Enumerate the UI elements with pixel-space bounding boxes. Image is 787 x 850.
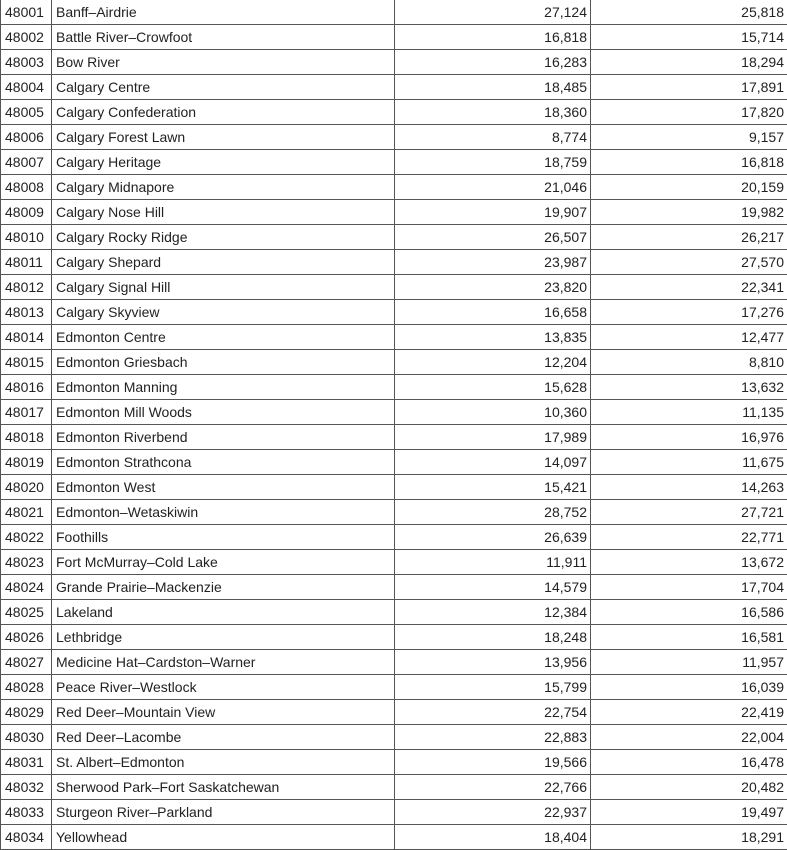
value-a-cell: 15,421 [395,475,591,500]
value-b-cell: 11,957 [591,650,787,675]
value-a-cell: 16,818 [395,25,591,50]
value-a-cell: 23,820 [395,275,591,300]
riding-name-cell: Calgary Heritage [52,150,395,175]
value-b-cell: 22,771 [591,525,787,550]
table-row [1,825,787,850]
value-a-cell: 12,384 [395,600,591,625]
value-b-cell: 16,586 [591,600,787,625]
value-a-cell: 13,956 [395,650,591,675]
value-b-cell: 13,632 [591,375,787,400]
value-a-cell: 18,248 [395,625,591,650]
table-row [1,250,787,275]
riding-code-cell: 48006 [1,125,52,150]
riding-code-cell: 48002 [1,25,52,50]
value-b-cell: 18,291 [591,825,787,850]
table-row [1,0,787,25]
table-row [1,100,787,125]
riding-code-cell: 48001 [1,0,52,25]
riding-code-cell: 48026 [1,625,52,650]
riding-name-cell: Foothills [52,525,395,550]
value-b-cell: 20,482 [591,775,787,800]
riding-name-cell: Edmonton–Wetaskiwin [52,500,395,525]
riding-name-cell: Medicine Hat–Cardston–Warner [52,650,395,675]
riding-code-cell: 48034 [1,825,52,850]
value-b-cell: 19,497 [591,800,787,825]
table-row [1,300,787,325]
value-b-cell: 14,263 [591,475,787,500]
value-a-cell: 18,404 [395,825,591,850]
value-a-cell: 12,204 [395,350,591,375]
table-row [1,750,787,775]
riding-code-cell: 48008 [1,175,52,200]
riding-name-cell: Battle River–Crowfoot [52,25,395,50]
value-b-cell: 15,714 [591,25,787,50]
riding-name-cell: Edmonton Riverbend [52,425,395,450]
value-b-cell: 22,419 [591,700,787,725]
table-row [1,700,787,725]
riding-name-cell: Calgary Forest Lawn [52,125,395,150]
riding-name-cell: St. Albert–Edmonton [52,750,395,775]
riding-name-cell: Banff–Airdrie [52,0,395,25]
table-row [1,775,787,800]
riding-name-cell: Calgary Midnapore [52,175,395,200]
value-a-cell: 8,774 [395,125,591,150]
riding-code-cell: 48032 [1,775,52,800]
riding-name-cell: Fort McMurray–Cold Lake [52,550,395,575]
value-a-cell: 19,566 [395,750,591,775]
table-row [1,675,787,700]
riding-code-cell: 48031 [1,750,52,775]
riding-name-cell: Red Deer–Mountain View [52,700,395,725]
table-row [1,800,787,825]
riding-code-cell: 48019 [1,450,52,475]
table-row [1,175,787,200]
riding-code-cell: 48004 [1,75,52,100]
value-a-cell: 27,124 [395,0,591,25]
value-b-cell: 16,581 [591,625,787,650]
table-row [1,475,787,500]
riding-code-cell: 48005 [1,100,52,125]
ridings-table-body [1,0,787,850]
riding-name-cell: Calgary Nose Hill [52,200,395,225]
riding-code-cell: 48013 [1,300,52,325]
value-b-cell: 16,976 [591,425,787,450]
riding-code-cell: 48021 [1,500,52,525]
riding-code-cell: 48011 [1,250,52,275]
riding-name-cell: Red Deer–Lacombe [52,725,395,750]
riding-name-cell: Edmonton Mill Woods [52,400,395,425]
table-row [1,525,787,550]
value-b-cell: 16,039 [591,675,787,700]
value-a-cell: 18,360 [395,100,591,125]
table-row [1,550,787,575]
value-b-cell: 18,294 [591,50,787,75]
riding-code-cell: 48016 [1,375,52,400]
riding-code-cell: 48030 [1,725,52,750]
table-row [1,25,787,50]
riding-code-cell: 48029 [1,700,52,725]
table-row [1,125,787,150]
table-row [1,450,787,475]
riding-name-cell: Lakeland [52,600,395,625]
table-row [1,500,787,525]
riding-name-cell: Grande Prairie–Mackenzie [52,575,395,600]
riding-code-cell: 48015 [1,350,52,375]
riding-name-cell: Calgary Centre [52,75,395,100]
riding-code-cell: 48025 [1,600,52,625]
value-b-cell: 9,157 [591,125,787,150]
value-b-cell: 22,341 [591,275,787,300]
riding-name-cell: Calgary Signal Hill [52,275,395,300]
riding-name-cell: Calgary Shepard [52,250,395,275]
value-b-cell: 17,704 [591,575,787,600]
riding-code-cell: 48003 [1,50,52,75]
value-a-cell: 18,485 [395,75,591,100]
riding-code-cell: 48033 [1,800,52,825]
riding-name-cell: Calgary Skyview [52,300,395,325]
riding-code-cell: 48027 [1,650,52,675]
riding-name-cell: Peace River–Westlock [52,675,395,700]
value-a-cell: 21,046 [395,175,591,200]
value-a-cell: 26,639 [395,525,591,550]
value-a-cell: 16,283 [395,50,591,75]
riding-code-cell: 48022 [1,525,52,550]
value-b-cell: 25,818 [591,0,787,25]
riding-code-cell: 48024 [1,575,52,600]
value-a-cell: 15,628 [395,375,591,400]
value-b-cell: 11,135 [591,400,787,425]
value-a-cell: 26,507 [395,225,591,250]
riding-name-cell: Edmonton Centre [52,325,395,350]
value-b-cell: 17,820 [591,100,787,125]
riding-code-cell: 48014 [1,325,52,350]
value-a-cell: 22,754 [395,700,591,725]
table-row [1,375,787,400]
value-b-cell: 20,159 [591,175,787,200]
riding-name-cell: Lethbridge [52,625,395,650]
value-b-cell: 16,818 [591,150,787,175]
riding-name-cell: Sturgeon River–Parkland [52,800,395,825]
value-a-cell: 18,759 [395,150,591,175]
table-row [1,75,787,100]
riding-name-cell: Edmonton West [52,475,395,500]
value-b-cell: 11,675 [591,450,787,475]
value-a-cell: 22,766 [395,775,591,800]
value-b-cell: 16,478 [591,750,787,775]
riding-code-cell: 48009 [1,200,52,225]
table-row [1,600,787,625]
value-b-cell: 27,570 [591,250,787,275]
value-a-cell: 17,989 [395,425,591,450]
table-row [1,325,787,350]
table-row [1,575,787,600]
table-row [1,625,787,650]
riding-name-cell: Calgary Rocky Ridge [52,225,395,250]
value-b-cell: 12,477 [591,325,787,350]
table-row [1,225,787,250]
riding-code-cell: 48007 [1,150,52,175]
value-a-cell: 14,579 [395,575,591,600]
riding-name-cell: Calgary Confederation [52,100,395,125]
value-a-cell: 13,835 [395,325,591,350]
riding-name-cell: Edmonton Manning [52,375,395,400]
value-a-cell: 23,987 [395,250,591,275]
value-b-cell: 22,004 [591,725,787,750]
value-a-cell: 11,911 [395,550,591,575]
value-b-cell: 19,982 [591,200,787,225]
value-b-cell: 17,276 [591,300,787,325]
table-row [1,350,787,375]
value-a-cell: 28,752 [395,500,591,525]
riding-code-cell: 48018 [1,425,52,450]
value-a-cell: 10,360 [395,400,591,425]
riding-code-cell: 48012 [1,275,52,300]
value-a-cell: 22,937 [395,800,591,825]
riding-code-cell: 48017 [1,400,52,425]
value-b-cell: 17,891 [591,75,787,100]
value-b-cell: 8,810 [591,350,787,375]
table-row [1,200,787,225]
table-row [1,650,787,675]
value-b-cell: 27,721 [591,500,787,525]
value-a-cell: 22,883 [395,725,591,750]
table-row [1,50,787,75]
table-row [1,725,787,750]
riding-name-cell: Yellowhead [52,825,395,850]
value-b-cell: 26,217 [591,225,787,250]
table-row [1,400,787,425]
table-row [1,150,787,175]
riding-code-cell: 48023 [1,550,52,575]
riding-name-cell: Edmonton Griesbach [52,350,395,375]
riding-code-cell: 48028 [1,675,52,700]
value-a-cell: 19,907 [395,200,591,225]
riding-code-cell: 48020 [1,475,52,500]
value-b-cell: 13,672 [591,550,787,575]
riding-name-cell: Sherwood Park–Fort Saskatchewan [52,775,395,800]
riding-code-cell: 48010 [1,225,52,250]
table-row [1,425,787,450]
value-a-cell: 14,097 [395,450,591,475]
riding-name-cell: Edmonton Strathcona [52,450,395,475]
riding-name-cell: Bow River [52,50,395,75]
value-a-cell: 16,658 [395,300,591,325]
table-row [1,275,787,300]
value-a-cell: 15,799 [395,675,591,700]
